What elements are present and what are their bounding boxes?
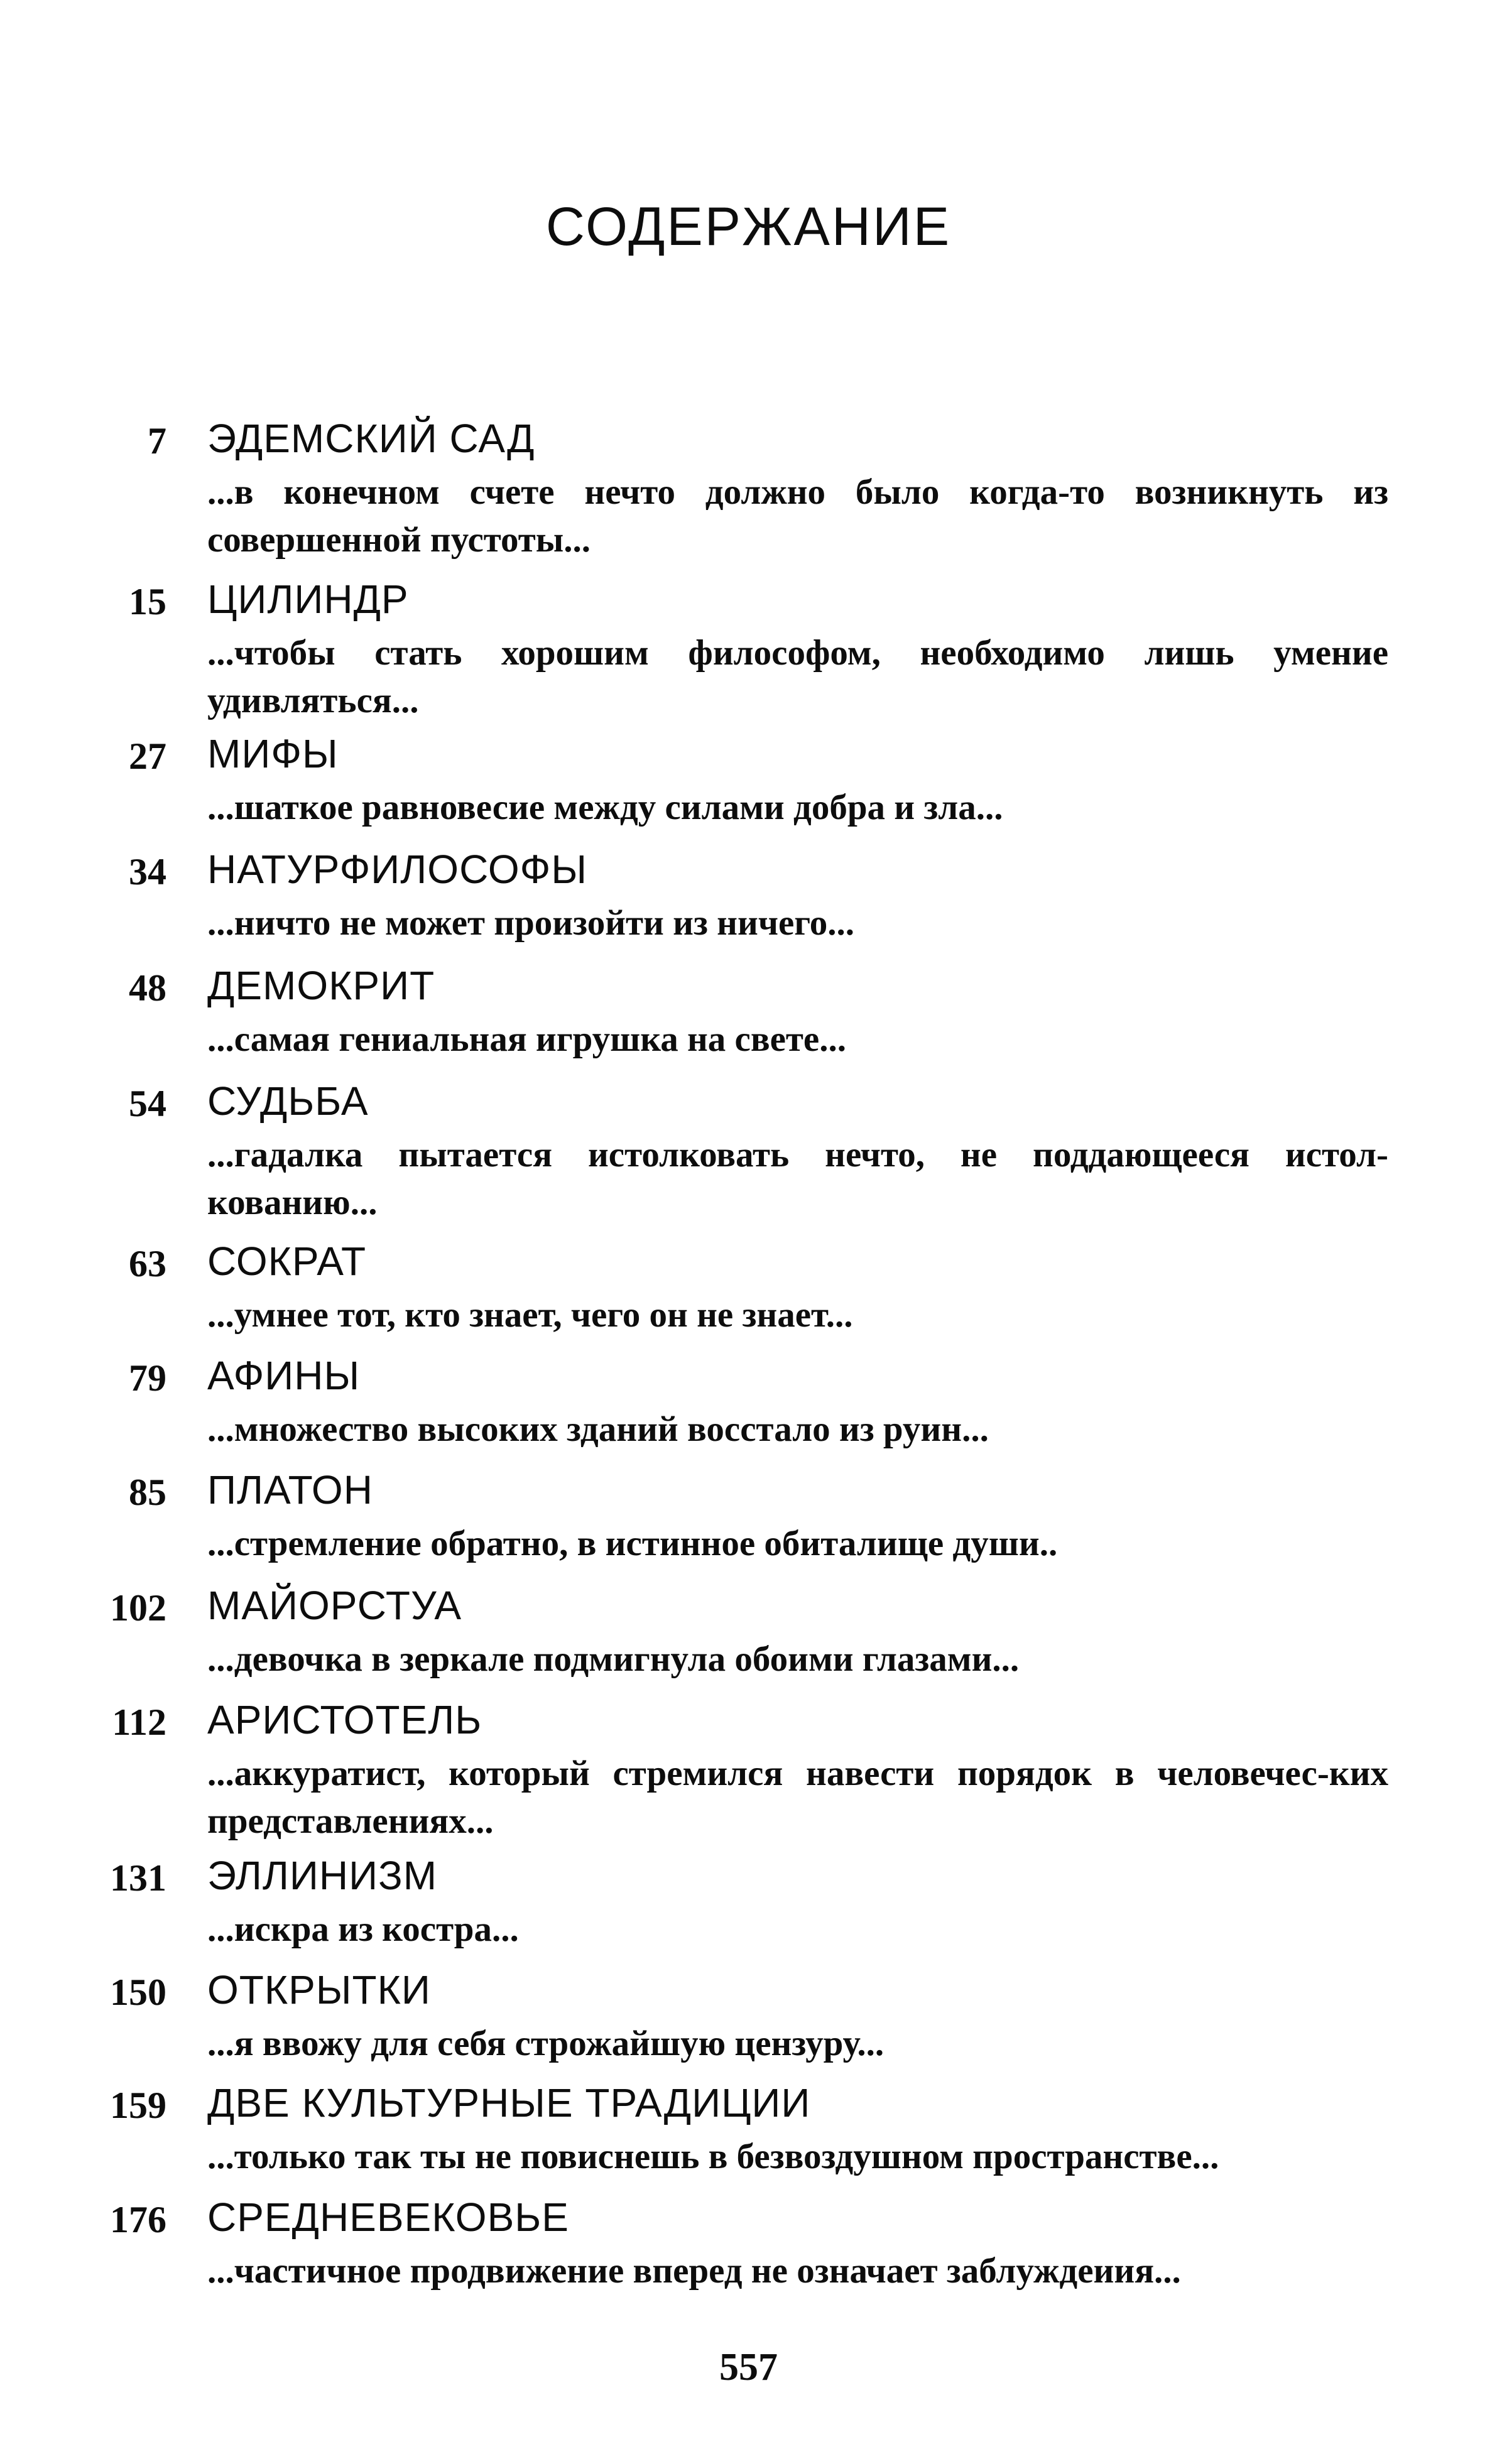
toc-page-number: 7 — [148, 420, 166, 462]
toc-chapter-title: СОКРАТ — [207, 1239, 367, 1284]
toc-chapter-description: ...частичное продвижение вперед не означает заблуждеиия... — [207, 2251, 1181, 2291]
toc-chapter-title: СУДЬБА — [207, 1078, 369, 1124]
toc-chapter-title: ДВЕ КУЛЬТУРНЫЕ ТРАДИЦИИ — [207, 2080, 811, 2125]
toc-chapter-description: ...девочка в зеркале подмигнула обоими глазами... — [207, 1639, 1020, 1679]
toc-page-number: 112 — [112, 1701, 166, 1743]
toc-page-number: 85 — [129, 1472, 166, 1513]
toc-chapter-title: АФИНЫ — [207, 1353, 361, 1398]
toc-chapter-title: ЦИЛИНДР — [207, 577, 409, 622]
toc-page-number: 131 — [110, 1857, 166, 1899]
toc-page-number: 150 — [110, 1972, 166, 2013]
toc-chapter-title: ОТКРЫТКИ — [207, 1967, 431, 2012]
toc-chapter-title: МИФЫ — [207, 731, 339, 776]
toc-chapter-title: СРЕДНЕВЕКОВЬЕ — [207, 2195, 569, 2240]
toc-page-number: 159 — [110, 2085, 166, 2126]
toc-chapter-title: НАТУРФИЛОСОФЫ — [207, 847, 587, 892]
page-number-footer: 557 — [719, 2346, 778, 2389]
toc-chapter-title: ПЛАТОН — [207, 1467, 373, 1512]
toc-chapter-description: ...только так ты не повиснешь в безвоздушном пространстве... — [207, 2137, 1219, 2176]
toc-chapter-description: ...в конечном счете нечто должно было когда-то возникнуть из совершенной пустоты... — [207, 472, 1388, 560]
toc-chapter-title: ДЕМОКРИТ — [207, 963, 435, 1008]
toc-page-number: 79 — [129, 1357, 166, 1399]
toc-chapter-title: ЭДЕМСКИЙ САД — [207, 416, 535, 461]
toc-chapter-description: ...стремление обратно, в истинное обиталище души.. — [207, 1524, 1058, 1563]
toc-page-number: 27 — [129, 735, 166, 777]
toc-page-number: 48 — [129, 967, 166, 1009]
toc-page-number: 34 — [129, 851, 166, 893]
toc-chapter-description: ...множество высоких зданий восстало из руин... — [207, 1409, 989, 1449]
toc-page-number: 102 — [110, 1587, 166, 1629]
toc-page-number: 176 — [110, 2199, 166, 2240]
toc-chapter-description: ...аккуратист, который стремился навести порядок в человечес-ких представлениях... — [207, 1754, 1388, 1841]
toc-chapter-description: ...шаткое равновесие между силами добра и зла... — [207, 788, 1003, 827]
toc-chapter-title: АРИСТОТЕЛЬ — [207, 1697, 482, 1742]
toc-page-number: 63 — [129, 1243, 166, 1284]
toc-chapter-description: ...чтобы стать хорошим философом, необходимо лишь умение удивляться... — [207, 633, 1388, 720]
toc-chapter-description: ...гадалка пытается истолковать нечто, не поддающееся истол-кованию... — [207, 1135, 1388, 1222]
page-title: СОДЕРЖАНИЕ — [545, 197, 952, 257]
toc-chapter-title: МАЙОРСТУА — [207, 1583, 462, 1628]
toc-chapter-description: ...я ввожу для себя строжайшую цензуру... — [207, 2024, 885, 2063]
toc-chapter-description: ...умнее тот, кто знает, чего он не знает... — [207, 1295, 853, 1335]
toc-chapter-description: ...искра из костра... — [207, 1909, 519, 1949]
toc-chapter-title: ЭЛЛИНИЗМ — [207, 1853, 438, 1898]
toc-page-number: 54 — [129, 1083, 166, 1124]
toc-chapter-description: ...самая гениальная игрушка на свете... — [207, 1019, 846, 1059]
toc-page-number: 15 — [129, 581, 166, 622]
toc-chapter-description: ...ничто не может произойти из ничего... — [207, 903, 854, 943]
